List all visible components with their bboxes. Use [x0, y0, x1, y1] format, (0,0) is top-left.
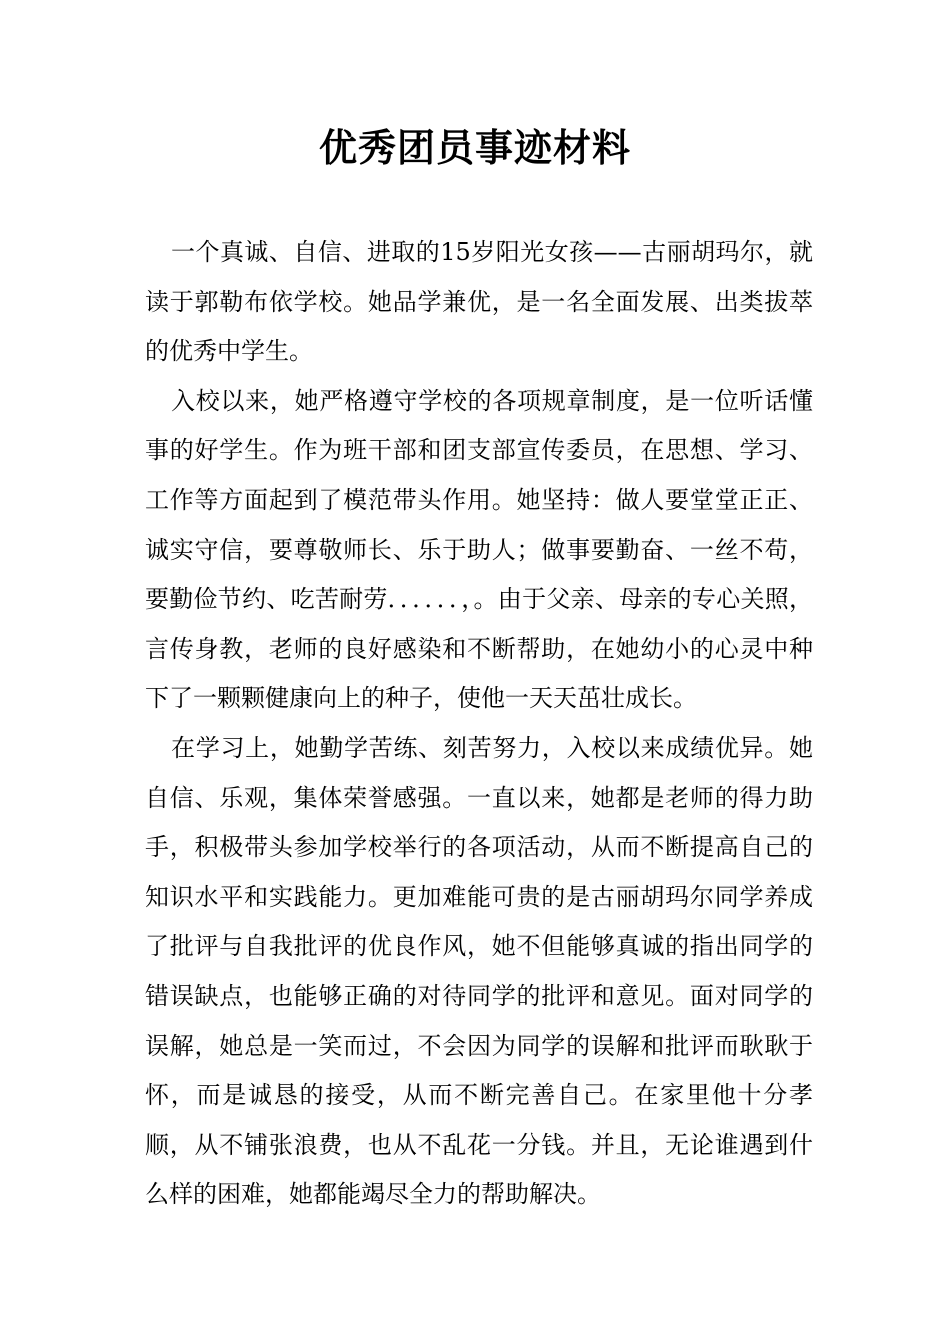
- document-title: 优秀团员事迹材料: [318, 125, 631, 170]
- paragraph-study: 在学习上，她勤学苦练、刻苦努力，入校以来成绩优异。她自信、乐观，集体荣誉感强。一直以来，她都是老师的得力助手，积极带头参加学校举行的各项活动，从而不断提高自己的知识水平和实践能力。更加难能可贵的是古丽胡玛尔同学养成了批评与自我批评的优良作风，她不但能够真诚的指出同学的错误缺点，也能够正确的对待同学的批评和意见。面对同学的误解，她总是一笑而过，不会因为同学的误解和批评而耿耿于怀，而是诚恳的接受，从而不断完善自己。在家里他十分孝顺，从不铺张浪费，也从不乱花一分钱。并且，无论谁遇到什么样的困难，她都能竭尽全力的帮助解决。: [145, 733, 813, 1209]
- paragraph-intro: 一个真诚、自信、进取的15岁阳光女孩——古丽胡玛尔，就读于郭勒布依学校。她品学兼优，是一名全面发展、出类拔萃的优秀中学生。: [145, 238, 813, 366]
- document-body: [145, 228, 813, 1220]
- paragraph-conduct: 入校以来，她严格遵守学校的各项规章制度，是一位听话懂事的好学生。作为班干部和团支部宣传委员，在思想、学习、工作等方面起到了模范带头作用。她坚持：做人要堂堂正正、诚实守信，要尊敬师长、乐于助人；做事要勤奋、一丝不苟，要勤俭节约、吃苦耐劳．．．．．．，。由于父亲、母亲的专心关照，言传身教，老师的良好感染和不断帮助，在她幼小的心灵中种下了一颗颗健康向上的种子，使他一天天茁壮成长。: [145, 386, 813, 713]
